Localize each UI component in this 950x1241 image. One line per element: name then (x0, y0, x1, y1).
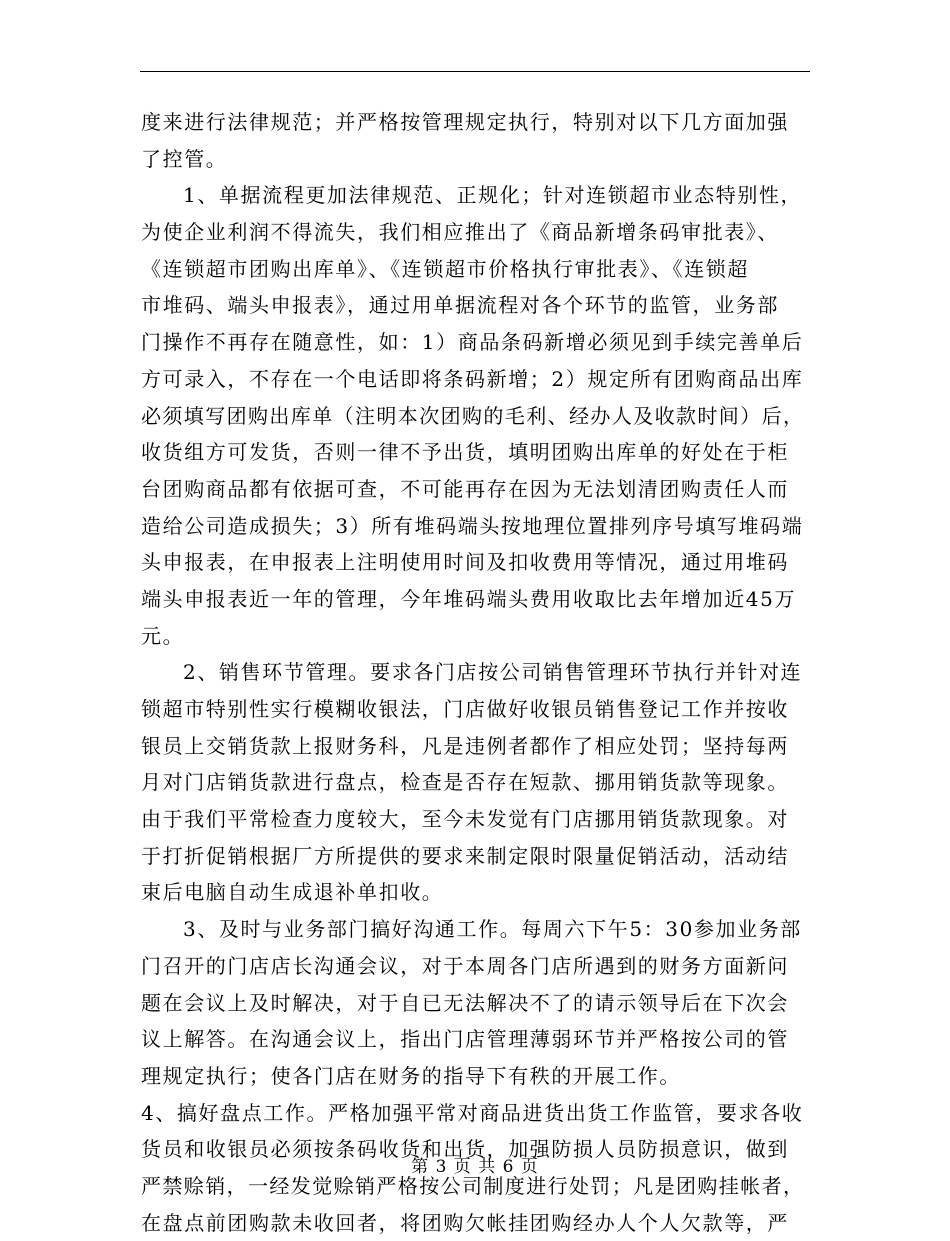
paragraph-start-line: 3、及时与业务部门搞好沟通工作。每周六下午5：30参加业务部 (183, 917, 802, 942)
page-footer: 第 3 页 共 6 页 (411, 1157, 539, 1177)
paragraph-start-line: 4、搞好盘点工作。严格加强平常对商品进货出货工作监管，要求各收 (141, 1100, 804, 1125)
text-line: 锁超市特别性实行模糊收银法，门店做好收银员销售登记工作并按收 (141, 697, 789, 721)
text-line: 议上解答。在沟通会议上，指出门店管理薄弱环节并严格按公司的管 (141, 1027, 789, 1052)
text-line: 题在会议上及时解决，对于自已无法解决不了的请示领导后在下次会 (141, 990, 789, 1015)
text-line: 束后电脑自动生成退补单扣收。 (141, 880, 444, 905)
text-line: 度来进行法律规范；并严格按管理规定执行，特别对以下几方面加强 (141, 110, 789, 134)
text-line: 为使企业利润不得流失，我们相应推出了《商品新增条码审批表》、 (141, 220, 779, 245)
text-line: 方可录入，不存在一个电话即将条码新增；2）规定所有团购商品出库 (141, 366, 804, 391)
text-line: 市堆码、端头申报表》，通过用单据流程对各个环节的监管，业务部 (141, 293, 779, 318)
text-line: 月对门店销货款进行盘点，检查是否存在短款、挪用销货款等现象。 (141, 770, 789, 795)
text-line: 《连锁超市团购出库单》、《连锁超市价格执行审批表》、《连锁超 (141, 256, 749, 281)
text-line: 收货组方可发货，否则一律不予出货，填明团购出库单的好处在于柜 (141, 440, 789, 465)
text-line: 头申报表，在申报表上注明使用时间及扣收费用等情况，通过用堆码 (141, 550, 789, 575)
text-line: 元。 (141, 623, 185, 648)
text-line: 银员上交销货款上报财务科，凡是违例者都作了相应处罚；坚持每两 (141, 733, 789, 758)
text-line: 理规定执行；使各门店在财务的指导下有秩的开展工作。 (141, 1063, 681, 1088)
paragraph-start-line: 2、销售环节管理。要求各门店按公司销售管理环节执行并针对连 (183, 660, 803, 685)
text-line: 货员和收银员必须按条码收货和出货，加强防损人员防损意识，做到 (141, 1137, 789, 1162)
text-line: 端头申报表近一年的管理，今年堆码端头费用收取比去年增加近45万 (141, 586, 797, 611)
text-line: 造给公司造成损失；3）所有堆码端头按地理位置排列序号填写堆码端 (141, 513, 804, 538)
text-line: 台团购商品都有依据可查，不可能再存在因为无法划清团购责任人而 (141, 476, 789, 501)
text-line: 门操作不再存在随意性，如：1）商品条码新增必须见到手续完善单后 (141, 330, 804, 355)
text-line: 门召开的门店店长沟通会议，对于本周各门店所遇到的财务方面新问 (141, 953, 789, 978)
text-line: 必须填写团购出库单（注明本次团购的毛利、经办人及收款时间）后， (141, 403, 805, 428)
body-text (141, 104, 809, 1241)
text-line: 了控管。 (141, 146, 228, 171)
text-line: 严禁赊销，一经发觉赊销严格按公司制度进行处罚；凡是团购挂帐者， (141, 1173, 805, 1198)
header-rule (140, 71, 810, 72)
text-line: 于打折促销根据厂方所提供的要求来制定限时限量促销活动，活动结 (141, 843, 789, 868)
text-line: 由于我们平常检查力度较大，至今未发觉有门店挪用销货款现象。对 (141, 807, 789, 832)
paragraph-start-line: 1、单据流程更加法律规范、正规化；针对连锁超市业态特别性， (183, 183, 803, 208)
text-line: 在盘点前团购款未收回者，将团购欠帐挂团购经办人个人欠款等，严 (141, 1210, 789, 1235)
